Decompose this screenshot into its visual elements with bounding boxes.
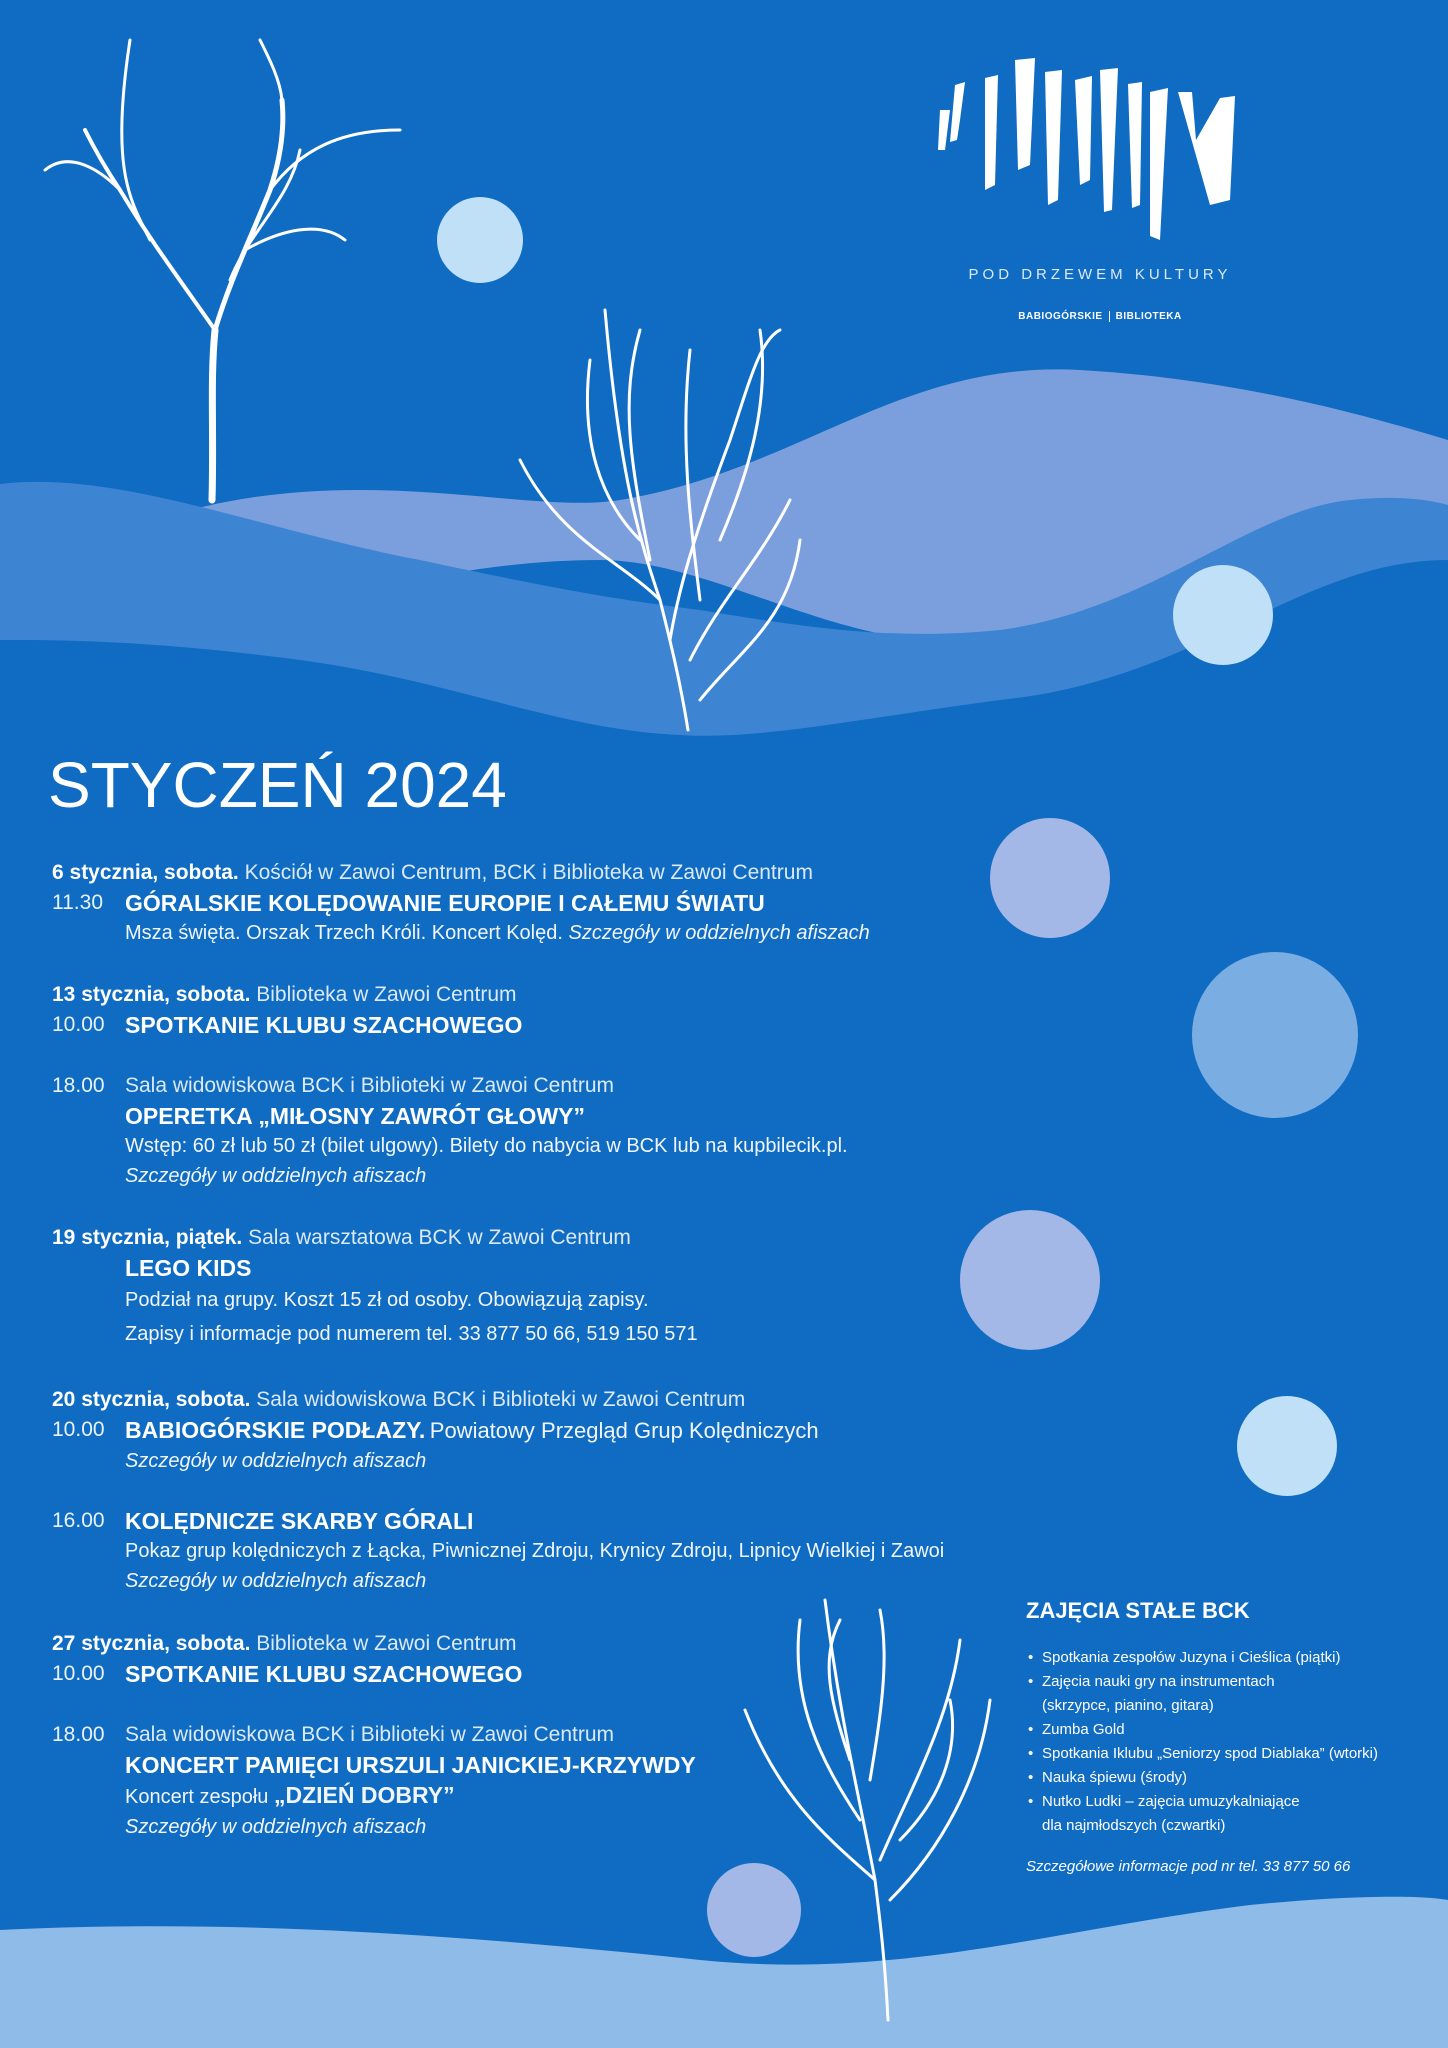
event-location: Sala widowiskowa BCK i Biblioteki w Zawoi Centrum: [256, 1388, 746, 1411]
event-time: 10.00: [52, 1418, 105, 1441]
list-item: • Spotkania zespołów Juzyna i Cieślica (piątki): [1028, 1649, 1341, 1666]
event-date: 20 stycznia, sobota.: [52, 1388, 251, 1411]
event-item: [52, 1385, 1032, 1476]
event-desc: Pokaz grup kolędniczych z Łącka, Piwnicznej Zdroju, Krynicy Zdroju, Lipnicy Wielkiej i Zawoi: [125, 1540, 945, 1562]
event-location: Sala warsztatowa BCK w Zawoi Centrum: [248, 1226, 631, 1249]
event-title: OPERETKA „MIŁOSNY ZAWRÓT GŁOWY”: [125, 1103, 585, 1129]
partner-separator: [1109, 311, 1110, 322]
event-title: LEGO KIDS: [125, 1255, 252, 1281]
event-note: Szczegóły w oddzielnych afiszach: [125, 1570, 427, 1592]
event-time: 16.00: [52, 1509, 105, 1532]
sidebar-note: Szczegółowe informacje pod nr tel. 33 877 50 66: [1026, 1858, 1351, 1875]
partner-left: BABIOGÓRSKIE: [1018, 311, 1103, 322]
event-item: [52, 1071, 1032, 1191]
event-title: BABIOGÓRSKIE PODŁAZY.: [125, 1417, 426, 1443]
logo-tagline: POD DRZEWEM KULTURY: [968, 266, 1232, 283]
list-item: • Zajęcia nauki gry na instrumentach (skrzypce, pianino, gitara): [1028, 1673, 1275, 1714]
event-note: Szczegóły w oddzielnych afiszach: [125, 1816, 427, 1838]
event-time: 18.00: [52, 1723, 105, 1746]
event-date: 6 stycznia, sobota.: [52, 861, 239, 884]
sidebar-title: ZAJĘCIA STAŁE BCK: [1026, 1598, 1250, 1623]
event-desc: Wstęp: 60 zł lub 50 zł (bilet ulgowy). Bilety do nabycia w BCK lub na kupbilecik.pl.: [125, 1135, 848, 1157]
event-title-rest: Powiatowy Przegląd Grup Kolędniczych: [429, 1418, 819, 1443]
event-title: SPOTKANIE KLUBU SZACHOWEGO: [125, 1661, 523, 1687]
event-title: KONCERT PAMIĘCI URSZULI JANICKIEJ-KRZYWDY: [125, 1752, 696, 1778]
event-item: [52, 1629, 1032, 1689]
circle-decoration: [437, 197, 523, 283]
event-desc: Msza święta. Orszak Trzech Króli. Koncert Kolęd.: [125, 922, 563, 944]
list-item: • Nutko Ludki – zajęcia umuzykalniające dla najmłodszych (czwartki): [1028, 1793, 1300, 1834]
list-item: • Spotkania Iklubu „Seniorzy spod Diablaka” (wtorki): [1028, 1745, 1378, 1762]
event-title: SPOTKANIE KLUBU SZACHOWEGO: [125, 1012, 523, 1038]
event-item: [52, 1506, 1032, 1596]
event-title: KOLĘDNICZE SKARBY GÓRALI: [125, 1508, 474, 1534]
event-desc: Koncert zespołu: [125, 1786, 269, 1808]
circle-decoration: [1173, 565, 1273, 665]
event-location: Sala widowiskowa BCK i Biblioteki w Zawoi Centrum: [125, 1074, 615, 1097]
event-location: Biblioteka w Zawoi Centrum: [256, 1632, 517, 1655]
partner-right: BIBLIOTEKA: [1115, 311, 1182, 322]
event-date: 13 stycznia, sobota.: [52, 983, 251, 1006]
event-time: 10.00: [52, 1013, 105, 1036]
circle-decoration: [707, 1863, 801, 1957]
event-note: Szczegóły w oddzielnych afiszach: [125, 1165, 427, 1187]
event-date: 19 stycznia, piątek.: [52, 1226, 243, 1249]
logo-partners: [1005, 311, 1195, 322]
event-title: GÓRALSKIE KOLĘDOWANIE EUROPIE I CAŁEMU ŚWIATU: [125, 890, 765, 916]
event-date: 27 stycznia, sobota.: [52, 1632, 251, 1655]
event-desc: Podział na grupy. Koszt 15 zł od osoby. Obowiązują zapisy.: [125, 1289, 649, 1311]
page-title: STYCZEŃ 2024: [48, 749, 507, 821]
event-item: [52, 858, 1032, 948]
circle-decoration: [1192, 952, 1358, 1118]
event-item: [52, 1720, 1032, 1842]
circle-decoration: [1237, 1396, 1337, 1496]
event-time: 11.30: [52, 891, 103, 914]
tree-icon: [45, 40, 400, 500]
event-item: [52, 980, 1032, 1040]
event-location: Sala widowiskowa BCK i Biblioteki w Zawoi Centrum: [125, 1723, 615, 1746]
event-item: [52, 1223, 1032, 1351]
list-item: • Nauka śpiewu (środy): [1028, 1769, 1188, 1786]
event-time: 10.00: [52, 1662, 105, 1685]
list-item: • Zumba Gold: [1028, 1721, 1125, 1738]
event-band-name: „DZIEŃ DOBRY”: [273, 1782, 455, 1808]
permanent-activities: [1026, 1596, 1426, 1875]
logo-trees-icon: [938, 58, 1235, 240]
event-note: Szczegóły w oddzielnych afiszach: [568, 922, 870, 944]
event-desc-2: Zapisy i informacje pod numerem tel. 33 877 50 66, 519 150 571: [125, 1323, 698, 1345]
event-location: Biblioteka w Zawoi Centrum: [256, 983, 517, 1006]
event-note: Szczegóły w oddzielnych afiszach: [125, 1450, 427, 1472]
event-time: 18.00: [52, 1074, 105, 1097]
event-location: Kościół w Zawoi Centrum, BCK i Biblioteka w Zawoi Centrum: [244, 861, 813, 884]
